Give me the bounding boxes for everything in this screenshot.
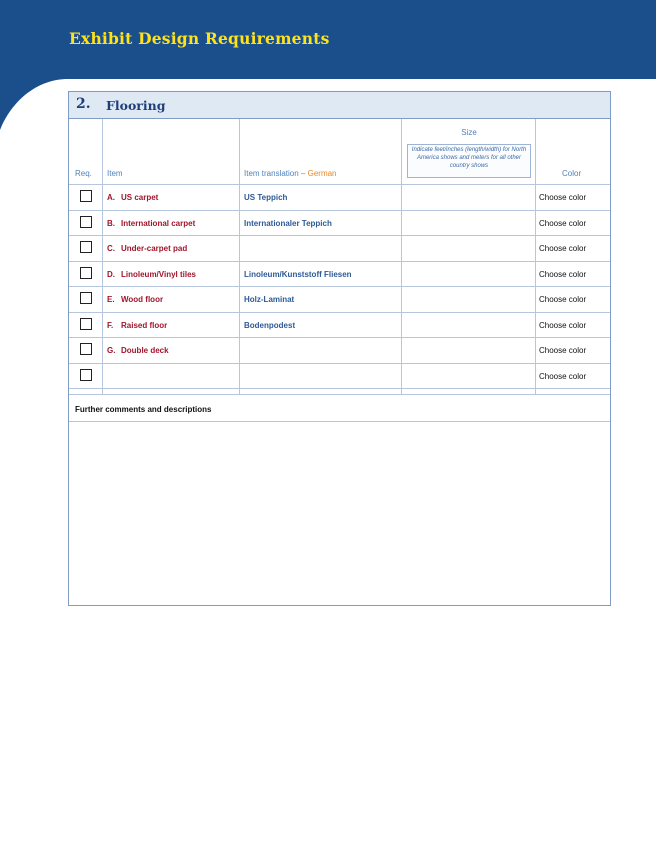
comments-textarea[interactable] bbox=[69, 422, 610, 605]
color-dropdown[interactable]: Choose color bbox=[539, 244, 587, 253]
column-header-translation bbox=[244, 169, 337, 178]
column-header-req: Req. bbox=[75, 169, 92, 178]
req-checkbox-f[interactable] bbox=[80, 318, 92, 330]
req-checkbox-g[interactable] bbox=[80, 343, 92, 355]
section-title: Flooring bbox=[106, 98, 166, 113]
item-name: Linoleum/Vinyl tiles bbox=[121, 270, 196, 279]
item-code: C. bbox=[107, 244, 115, 253]
req-checkbox-blank[interactable] bbox=[80, 369, 92, 381]
item-code: D. bbox=[107, 270, 115, 279]
section-header bbox=[69, 92, 610, 119]
item-name: Wood floor bbox=[121, 295, 164, 304]
row-divider bbox=[69, 210, 610, 211]
column-divider bbox=[239, 119, 240, 394]
translation-language: German bbox=[307, 169, 337, 178]
comments-label: Further comments and descriptions bbox=[75, 405, 212, 414]
color-dropdown[interactable]: Choose color bbox=[539, 270, 587, 279]
req-checkbox-c[interactable] bbox=[80, 241, 92, 253]
section-number: 2. bbox=[76, 96, 91, 112]
row-divider bbox=[69, 261, 610, 262]
item-translation: US Teppich bbox=[244, 193, 288, 202]
item-name: Raised floor bbox=[121, 321, 168, 330]
req-checkbox-b[interactable] bbox=[80, 216, 92, 228]
color-dropdown[interactable]: Choose color bbox=[539, 372, 587, 381]
item-code: B. bbox=[107, 219, 115, 228]
column-header-size: Size bbox=[461, 128, 477, 137]
req-checkbox-a[interactable] bbox=[80, 190, 92, 202]
column-header-color: Color bbox=[562, 169, 582, 178]
row-divider bbox=[69, 337, 610, 338]
column-divider bbox=[535, 119, 536, 394]
color-dropdown[interactable]: Choose color bbox=[539, 321, 587, 330]
size-instructions: Indicate feet/inches (length/width) for North America shows and meters for all other country shows bbox=[407, 144, 531, 178]
item-translation: Holz-Laminat bbox=[244, 295, 295, 304]
color-dropdown[interactable]: Choose color bbox=[539, 193, 587, 202]
row-divider bbox=[69, 235, 610, 236]
req-checkbox-e[interactable] bbox=[80, 292, 92, 304]
req-checkbox-d[interactable] bbox=[80, 267, 92, 279]
document-title: Exhibit Design Requirements bbox=[69, 29, 330, 48]
row-divider bbox=[69, 394, 610, 395]
row-divider bbox=[69, 312, 610, 313]
column-divider bbox=[401, 119, 402, 394]
item-name: International carpet bbox=[121, 219, 196, 228]
color-dropdown[interactable]: Choose color bbox=[539, 219, 587, 228]
item-translation: Linoleum/Kunststoff Fliesen bbox=[244, 270, 352, 279]
item-translation: Internationaler Teppich bbox=[244, 219, 332, 228]
item-name: US carpet bbox=[121, 193, 159, 202]
item-code: A. bbox=[107, 193, 115, 202]
row-divider bbox=[69, 363, 610, 364]
column-header-item: Item bbox=[107, 169, 123, 178]
item-code: F. bbox=[107, 321, 114, 330]
item-name: Under-carpet pad bbox=[121, 244, 188, 253]
item-translation: Bodenpodest bbox=[244, 321, 296, 330]
color-dropdown[interactable]: Choose color bbox=[539, 295, 587, 304]
color-dropdown[interactable]: Choose color bbox=[539, 346, 587, 355]
item-code: G. bbox=[107, 346, 116, 355]
row-divider bbox=[69, 286, 610, 287]
row-divider bbox=[69, 388, 610, 389]
item-code: E. bbox=[107, 295, 115, 304]
translation-header-prefix: Item translation – bbox=[244, 169, 306, 178]
row-divider bbox=[69, 184, 610, 185]
flooring-panel bbox=[68, 91, 611, 606]
column-divider bbox=[102, 119, 103, 394]
item-name: Double deck bbox=[121, 346, 169, 355]
